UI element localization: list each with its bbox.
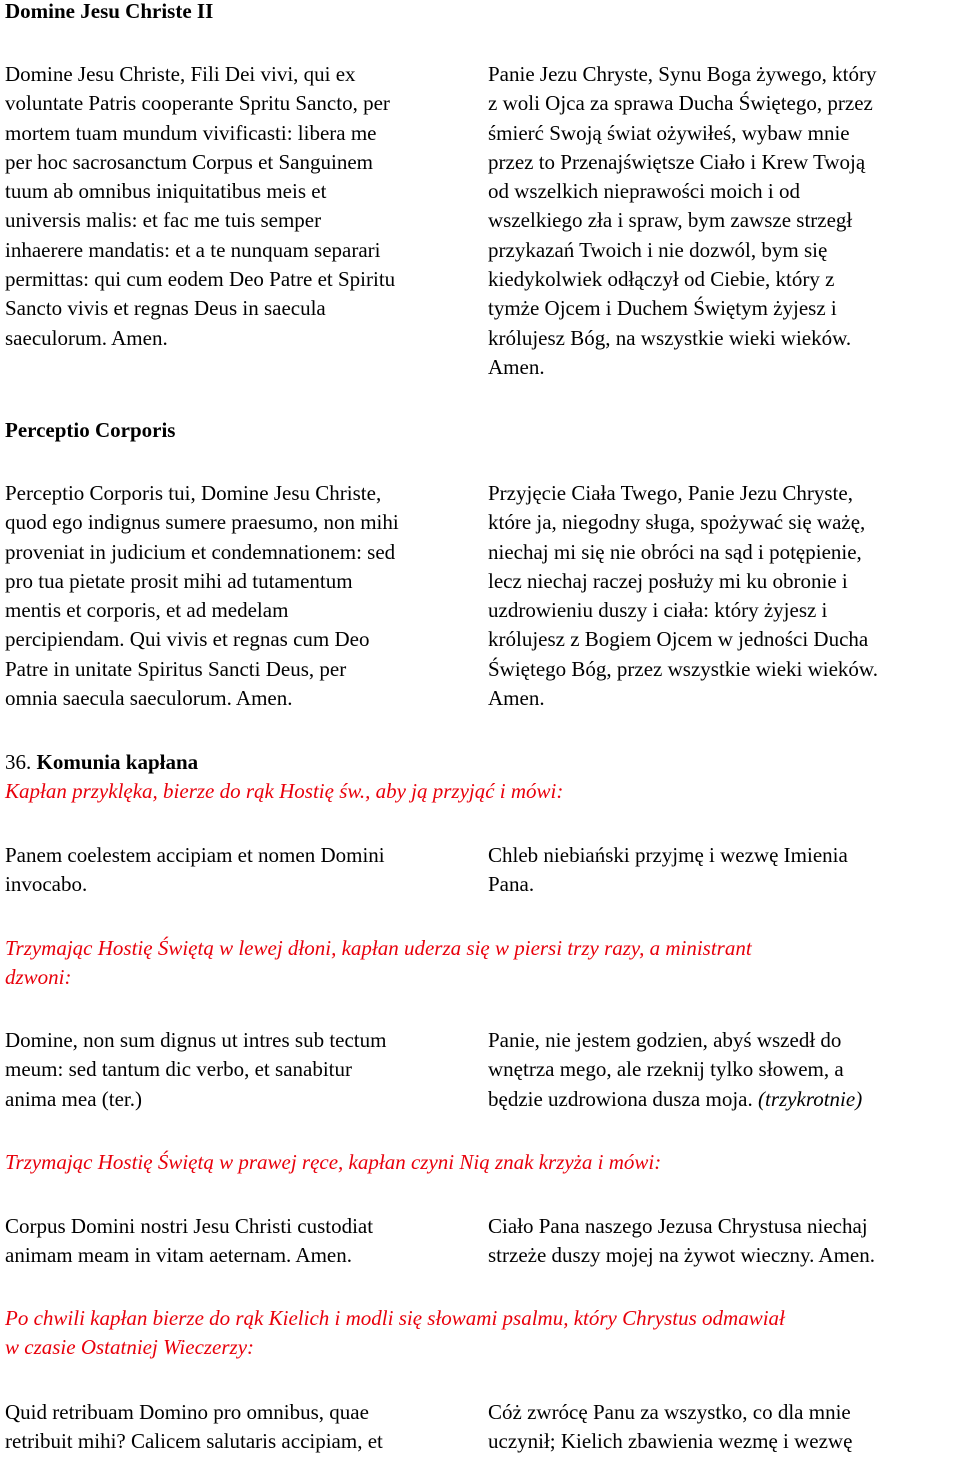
polish-panie-nie-jestem-godzien-text: Panie, nie jestem godzien, abyś wszedł do wnętrza mego, ale rzeknij tylko słowem, a będzie uzdrowiona dusza moja. (488, 1028, 844, 1111)
polish-cialo-pana: Ciało Pana naszego Jezusa Chrystusa niechaj strzeże duszy mojej na żywot wieczny. Amen. (488, 1214, 876, 1268)
rubric-kaplan-przykleka: Kapłan przyklęka, bierze do rąk Hostię św., aby ją przyjąć i mówi: (5, 779, 564, 803)
section-heading-domine-jesu-christe: Domine Jesu Christe II (5, 0, 214, 23)
section-heading-perceptio-corporis: Perceptio Corporis (5, 418, 176, 442)
polish-prayer-przyjecie-ciala: Przyjęcie Ciała Twego, Panie Jezu Chryste, które ja, niegodny sługa, spożywać się ważę, niechaj mi się nie obróci na sąd i potępienie, lecz niechaj raczej posłuży mi ku obronie i uzdrowieniu duszy i ciała: który żyjesz i królujesz z Bogiem Ojcem w jedności Ducha Świętego Bóg, przez wszystkie wieki wieków. Amen. (488, 481, 878, 711)
rubric-po-chwili-kielich: Po chwili kapłan bierze do rąk Kielich i modli się słowami psalmu, który Chrystus odmawiał w czasie Ostatniej Wieczerzy: (5, 1306, 785, 1360)
rubric-trzymajac-hostie-lewa: Trzymając Hostię Świętą w lewej dłoni, kapłan uderza się w piersi trzy razy, a ministrant dzwoni: (5, 936, 752, 990)
latin-quid-retribuam: Quid retribuam Domino pro omnibus, quae retribuit mihi? Calicem salutaris accipiam, et (5, 1400, 383, 1454)
latin-prayer-domine-jesu-christe: Domine Jesu Christe, Fili Dei vivi, qui ex voluntate Patris cooperante Spritu Sancto, per mortem tuam mundum vivificasti: libera me per hoc sacrosanctum Corpus et Sanguinem tuum ab omnibus iniquitatibus meis et universis malis: et fac me tuis semper inhaerere mandatis: et a te nunquam separari permittas: qui cum eodem Deo Patre et Spiritu Sancto vivis et regnas Deus in saecula saeculorum. Amen. (5, 62, 396, 350)
section-heading-komunia-kaplana (5, 748, 960, 777)
polish-coz-zwroce: Cóż zwrócę Panu za wszystko, co dla mnie uczynił; Kielich zbawienia wezmę i wezwę (488, 1400, 853, 1454)
polish-panie-nie-jestem-godzien (488, 1026, 960, 1114)
section-number: 36. (5, 750, 37, 774)
rubric-trzymajac-hostie-prawa: Trzymając Hostię Świętą w prawej ręce, kapłan czyni Nią znak krzyża i mówi: (5, 1150, 662, 1174)
latin-panem-coelestem: Panem coelestem accipiam et nomen Domini invocabo. (5, 843, 385, 897)
latin-domine-non-sum-dignus: Domine, non sum dignus ut intres sub tectum meum: sed tantum dic verbo, et sanabitur anima mea (ter.) (5, 1028, 387, 1111)
polish-prayer-panie-jezu-chryste: Panie Jezu Chryste, Synu Boga żywego, który z woli Ojca za sprawa Ducha Świętego, przez śmierć Swoją świat ożywiłeś, wybaw mnie przez to Przenajświętsze Ciało i Krew Twoją od wszelkich nieprawości moich i od wszelkiego zła i spraw, bym zawsze strzegł przykazań Twoich i nie dozwól, bym się kiedykolwiek odłączył od Ciebie, który z tymże Ojcem i Duchem Świętym żyjesz i królujesz Bóg, na wszystkie wieki wieków. Amen. (488, 62, 877, 379)
latin-prayer-perceptio-corporis: Perceptio Corporis tui, Domine Jesu Christe, quod ego indignus sumere praesumo, non mihi proveniat in judicium et condemnationem: sed pro tua pietate prosit mihi ad tutamentum mentis et corporis, et ad medelam percipiendam. Qui vivis et regnas cum Deo Patre in unitate Spiritus Sancti Deus, per omnia saecula saeculorum. Amen. (5, 481, 399, 711)
section-title: Komunia kapłana (36, 750, 199, 774)
polish-chleb-niebianski: Chleb niebiański przyjmę i wezwę Imienia Pana. (488, 843, 848, 897)
note-trzykrotnie: (trzykrotnie) (758, 1086, 863, 1111)
latin-corpus-domini: Corpus Domini nostri Jesu Christi custodiat animam meam in vitam aeternam. Amen. (5, 1214, 374, 1268)
